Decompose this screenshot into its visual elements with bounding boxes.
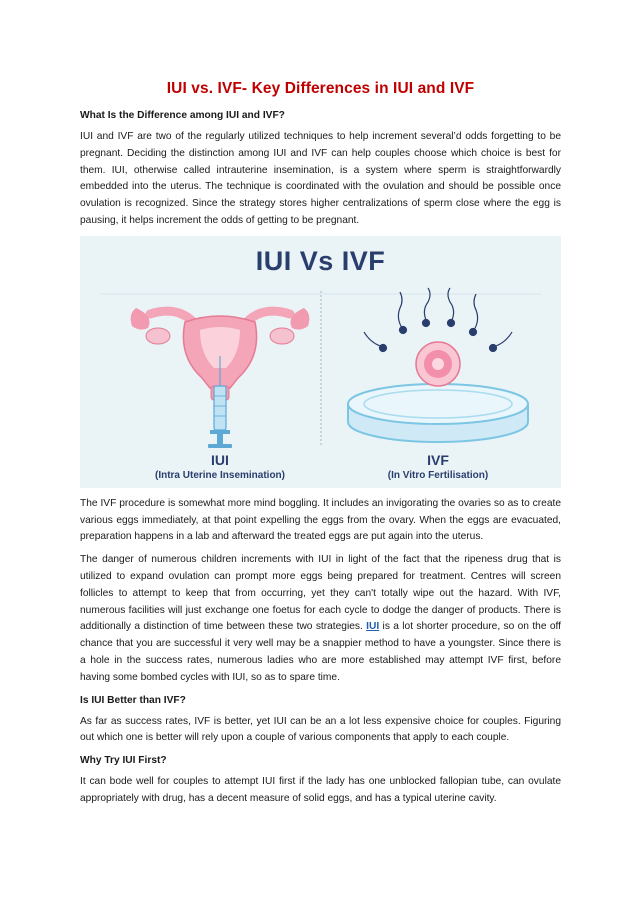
section-heading-difference: What Is the Difference among IUI and IVF? [80, 110, 285, 121]
paragraph-intro: IUI and IVF are two of the regularly utilized techniques to help increment several’d odds forgetting to be pregnant. Deciding the distinction among IUI and IVF can help couples choose which choice is best for them. IUI, otherwise called intrauterine insemination, is a system where sperm is straightforwardly embedded into the uterus. The technique is coordinated with the ovulation and should be possible once ovulation is recognized. Since the strategy stores higher centralizations of sperm close where the egg is pausing, it helps increment the odds of getting to be pregnant. [80, 131, 561, 226]
illustration-title: IUI Vs IVF [255, 245, 386, 276]
paragraph-risks-part2: is a lot shorter procedure, so on the off chance that you are successful it very well may be a snappier method to have a youngster. Since there is a hole in the success rates, numerous ladies who are more established may attempt IVF first, before having some bombed cycles with IUI, so as to spare time. [80, 621, 561, 683]
section-heading-why-first: Why Try IUI First? [80, 755, 167, 767]
ivf-sublabel: (In Vitro Fertilisation) [387, 469, 489, 481]
iui-label: IUI [211, 451, 229, 468]
paragraph-ivf-procedure: The IVF procedure is somewhat more mind boggling. It includes an invigorating the ovaries so as to create various eggs immediately, at that point expelling the eggs from the ovary. When the eggs are evacuated, preparation happens in a lab and afterward the treated eggs are put again into the uterus. [80, 497, 561, 543]
petri-dish-icon [348, 384, 528, 442]
paragraph-risks-part1: The danger of numerous children increments with IUI in light of the fact that the ripeness drug that is utilized to expand ovulation can prompt more eggs being prepared for treatment. Centres will screen follicles to attempt to keep that from occurring, yet they can't totally wipe out the hazard. With IVF, numerous facilities will just exchange one foetus for each cycle to dodge the danger of products. There is additionally a distinction of time between these two strategies. [80, 554, 561, 633]
document-content [80, 80, 561, 814]
ivf-label: IVF [427, 451, 449, 468]
page-title: IUI vs. IVF- Key Differences in IUI and IVF [166, 80, 475, 97]
paragraph-risks [80, 552, 561, 686]
iui-vs-ivf-illustration [80, 236, 561, 488]
iui-sublabel: (Intra Uterine Insemination) [154, 469, 285, 481]
paragraph-better: As far as success rates, IVF is better, yet IUI can be an a lot less expensive choice for couples. Figuring out which one is better will rely upon a couple of various components that apply to each couple. [80, 715, 561, 744]
egg-cell-icon [416, 342, 460, 386]
iui-link[interactable]: IUI [366, 621, 380, 633]
paragraph-why-first: It can bode well for couples to attempt IUI first if the lady has one unblocked fallopian tube, can ovulate appropriately with drug, has a decent measure of solid eggs, and has a typical uterine cavity. [80, 776, 561, 804]
section-heading-better: Is IUI Better than IVF? [80, 694, 186, 706]
